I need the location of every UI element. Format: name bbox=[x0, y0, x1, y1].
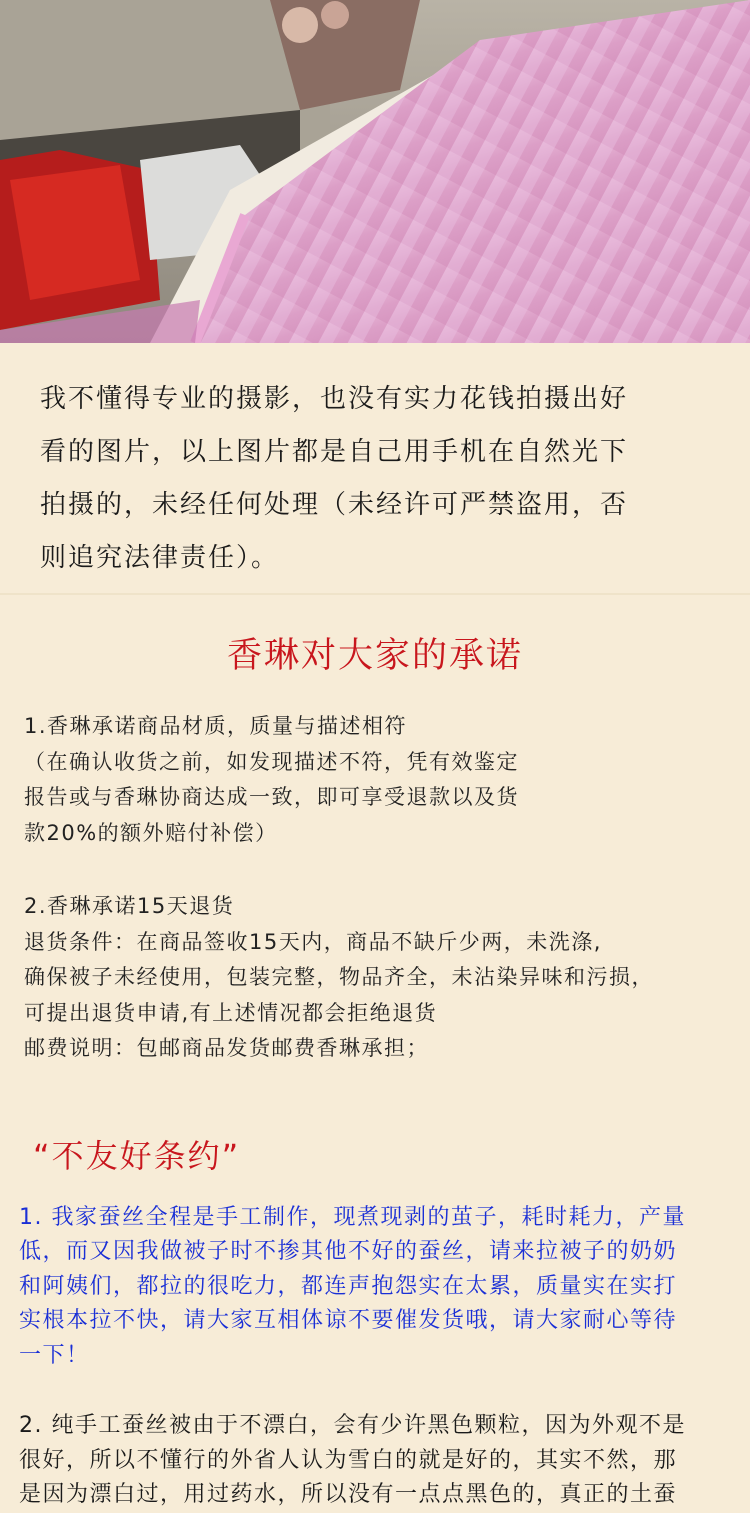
promise-line: 可提出退货申请,有上述情况都会拒绝退货 bbox=[24, 1000, 438, 1025]
clause-line: 1. 我家蚕丝全程是手工制作，现煮现剥的茧子，耗时耗力，产量 bbox=[19, 1204, 686, 1230]
promise-line: 邮费说明：包邮商品发货邮费香琳承担； bbox=[24, 1036, 429, 1060]
intro-line: 看的图片，以上图片都是自己用手机在自然光下 bbox=[40, 437, 629, 467]
promise-line: （在确认收货之前，如发现描述不符，凭有效鉴定 bbox=[24, 749, 519, 774]
section-divider bbox=[0, 593, 750, 595]
clause-line: 和阿姨们，都拉的很吃力，都连声抱怨实在太累，质量实在实打 bbox=[19, 1273, 678, 1299]
promise-item-1 bbox=[24, 709, 750, 851]
clause-line: 一下！ bbox=[19, 1342, 90, 1368]
promise-item-2 bbox=[24, 889, 750, 1067]
product-photo bbox=[0, 0, 750, 343]
quilt-photo-illustration bbox=[0, 0, 750, 343]
clause-line: 是因为漂白过，用过药水，所以没有一点点黑色的，真正的土蚕 bbox=[19, 1482, 678, 1507]
clause-line: 低，而又因我做被子时不掺其他不好的蚕丝，请来拉被子的奶奶 bbox=[19, 1239, 678, 1264]
intro-line: 则追究法律责任）。 bbox=[40, 543, 280, 573]
promise-line: 1.香琳承诺商品材质，质量与描述相符 bbox=[24, 714, 408, 738]
clause-line: 很好，所以不懂行的外省人认为雪白的就是好的，其实不然，那 bbox=[19, 1447, 678, 1473]
unfriendly-title: “不友好条约” bbox=[33, 1136, 241, 1175]
intro-text bbox=[0, 343, 750, 593]
clause-line: 2. 纯手工蚕丝被由于不漂白，会有少许黑色颗粒，因为外观不是 bbox=[19, 1413, 686, 1438]
unfriendly-clause-1 bbox=[19, 1201, 744, 1374]
promise-line: 2.香琳承诺15天退货 bbox=[24, 894, 235, 918]
promise-line: 报告或与香琳协商达成一致，即可享受退款以及货 bbox=[24, 785, 519, 809]
clause-line: 实根本拉不快，请大家互相体谅不要催发货哦，请大家耐心等待 bbox=[19, 1308, 678, 1333]
promise-line: 确保被子未经使用，包装完整，物品齐全，未沾染异味和污损， bbox=[24, 965, 654, 989]
promise-line: 款20%的额外赔付补偿） bbox=[24, 820, 278, 845]
unfriendly-clause-2 bbox=[19, 1409, 744, 1513]
promise-line: 退货条件：在商品签收15天内，商品不缺斤少两，未洗涤, bbox=[24, 929, 602, 954]
intro-line: 拍摄的，未经任何处理（未经许可严禁盗用，否 bbox=[40, 490, 629, 520]
intro-line: 我不懂得专业的摄影，也没有实力花钱拍摄出好 bbox=[40, 384, 629, 414]
promise-title: 香琳对大家的承诺 bbox=[226, 636, 523, 676]
